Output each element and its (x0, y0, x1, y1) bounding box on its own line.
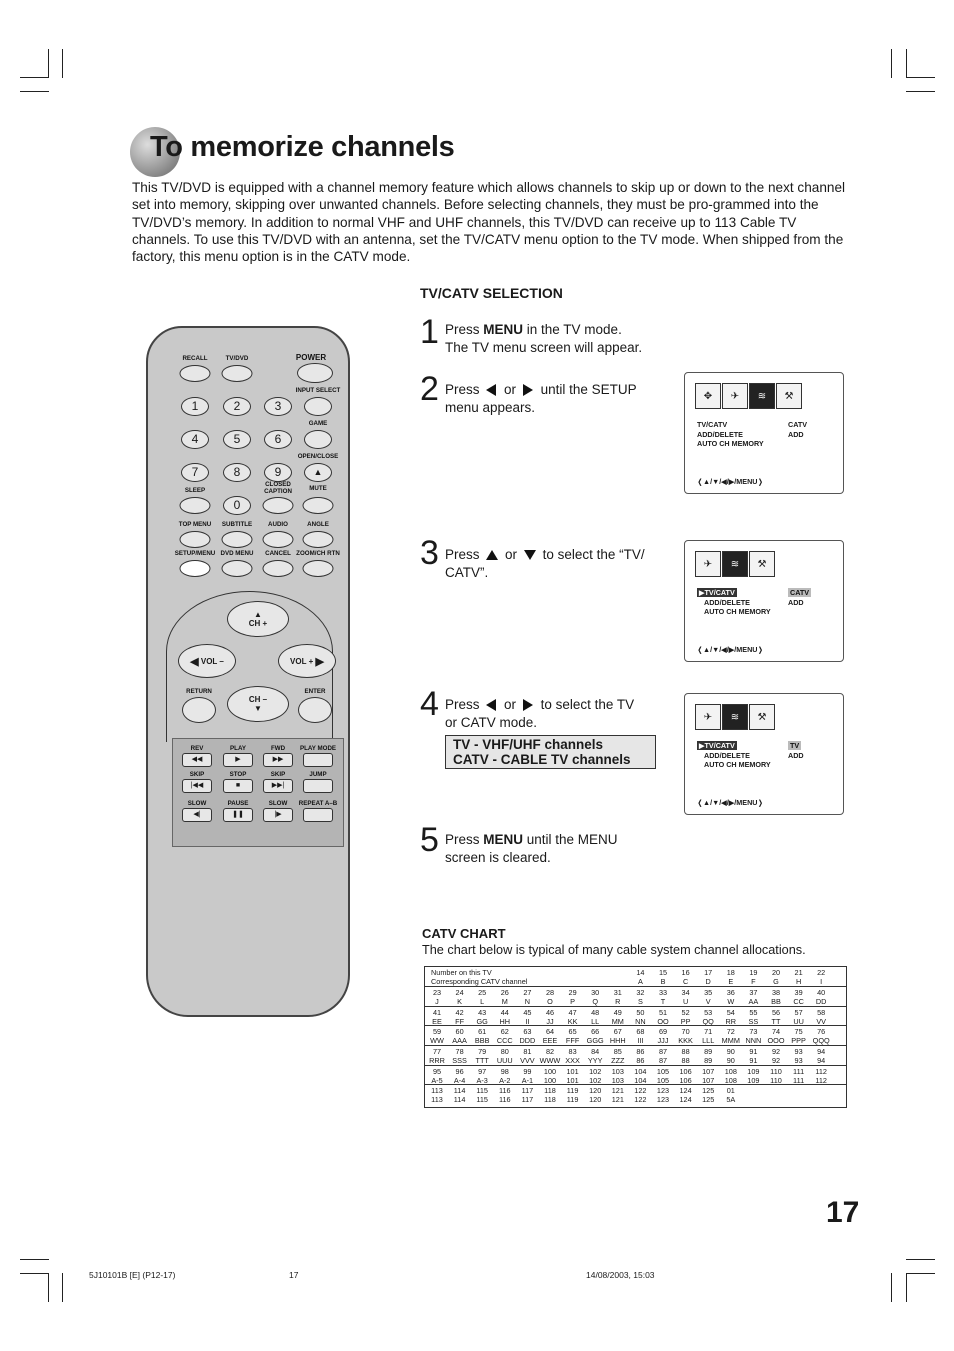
crop-mark (906, 49, 907, 78)
catv-cell: 01 5A (726, 1086, 736, 1104)
skip-back-icon: |◀◀ (190, 782, 204, 789)
catv-cell: 88 88 (681, 1047, 690, 1065)
catv-cell: 47 KK (567, 1008, 578, 1026)
step-2-text: Press or until the SETUP menu appears. (445, 382, 637, 415)
catv-cell: 40 DD (815, 988, 827, 1006)
footer-page: 17 (289, 1270, 299, 1280)
game-label: GAME (308, 420, 328, 427)
setup-menu-label: SETUP/MENU (174, 550, 216, 557)
catv-cell: 28 O (545, 988, 555, 1006)
jump-button[interactable] (303, 779, 333, 793)
catv-cell: 71 LLL (702, 1027, 715, 1045)
catv-cell: 124 124 (679, 1086, 692, 1104)
catv-cell: 63 DDD (519, 1027, 536, 1045)
menu-value-catv: CATV (788, 420, 808, 429)
digit-6-button[interactable]: 6 (264, 430, 292, 449)
catv-cell: 90 90 (726, 1047, 735, 1065)
digit-8-button[interactable]: 8 (223, 463, 251, 482)
catv-cell: 37 AA (748, 988, 759, 1006)
down-arrow-icon (524, 550, 536, 561)
tvdvd-button[interactable] (222, 365, 253, 382)
catv-cell: 22 I (817, 968, 826, 986)
catv-cell: 21 H (794, 968, 803, 986)
channel-icon: ✈ (695, 704, 721, 730)
catv-cell: 116 116 (498, 1086, 511, 1104)
catv-cell: 97 A-3 (476, 1067, 488, 1085)
catv-cell: 24 K (455, 988, 464, 1006)
slow-forward-icon: |▶ (274, 811, 282, 818)
catv-cell: 45 II (523, 1008, 532, 1026)
rev-label: REV (190, 745, 204, 752)
input-select-button[interactable] (304, 397, 332, 416)
skip-fwd-button[interactable] (263, 779, 293, 793)
catv-cell: 123 123 (656, 1086, 670, 1104)
catv-cell: 110 110 (770, 1067, 782, 1085)
catv-cell: 19 F (749, 968, 758, 986)
catv-cell: 15 B (658, 968, 668, 986)
catv-cell: 78 SSS (452, 1047, 467, 1065)
catv-cell: 95 A-5 (431, 1067, 443, 1085)
right-arrow-icon (523, 699, 534, 711)
catv-cell: 36 W (726, 988, 735, 1006)
mode-note-box: TV - VHF/UHF channels CATV - CABLE TV channels (445, 735, 656, 769)
catv-chart-heading: CATV CHART (422, 926, 506, 941)
recall-button[interactable] (180, 365, 211, 382)
catv-cell: 33 T (658, 988, 668, 1006)
page-number: 17 (826, 1196, 860, 1229)
game-button[interactable] (304, 430, 332, 449)
top-menu-button[interactable] (180, 531, 211, 548)
zoom-ch-rtn-label: ZOOM/CH RTN (296, 550, 340, 557)
catv-cell: 66 GGG (586, 1027, 604, 1045)
catv-cell: 103 103 (611, 1067, 624, 1085)
catv-cell: 104 104 (634, 1067, 647, 1085)
digit-5-button[interactable]: 5 (223, 430, 251, 449)
down-arrow-icon: ▼ (254, 704, 262, 713)
menu-value-add: ADD (788, 597, 804, 607)
channel-icon: ✈ (722, 383, 748, 409)
sleep-button[interactable] (180, 497, 211, 514)
angle-button[interactable] (303, 531, 334, 548)
recall-label: RECALL (182, 355, 208, 362)
catv-cell: 23 J (432, 988, 442, 1006)
menu-screen-tv-mode (684, 693, 844, 815)
fwd-button[interactable] (263, 753, 293, 767)
catv-cell: 125 125 (702, 1086, 715, 1104)
crop-mark (48, 49, 49, 78)
catv-cell: 73 NNN (745, 1027, 762, 1045)
skip-back-label: SKIP (189, 771, 205, 778)
right-arrow-icon: ▶ (315, 655, 324, 668)
screen-nav-hint: ❬▲/▼/◀/▶/MENU❭ (697, 645, 764, 654)
play-label: PLAY (230, 745, 246, 752)
catv-cell: 77 RRR (429, 1047, 445, 1065)
ch-plus-button[interactable]: ▲ CH + (227, 601, 289, 637)
catv-cell: 27 N (523, 988, 532, 1006)
tools-icon: ⚒ (749, 551, 775, 577)
catv-cell: 111 111 (793, 1067, 805, 1085)
catv-cell: 84 YYY (587, 1047, 603, 1065)
catv-cell: 20 G (771, 968, 781, 986)
repeat-ab-button[interactable] (303, 808, 333, 822)
zoom-ch-rtn-button[interactable] (303, 560, 334, 577)
step-5-text: Press MENU until the MENU screen is cleared. (445, 832, 618, 865)
catv-cell: 68 III (636, 1027, 645, 1045)
menu-value-add: ADD (788, 429, 804, 439)
catv-cell: 26 M (500, 988, 509, 1006)
catv-cell: 93 93 (794, 1047, 803, 1065)
screen-nav-hint: ❬▲/▼/◀/▶/MENU❭ (697, 477, 764, 486)
crop-mark (906, 1273, 935, 1274)
catv-cell: 67 HHH (609, 1027, 626, 1045)
mute-button[interactable] (303, 497, 334, 514)
eject-button[interactable] (304, 463, 332, 482)
catv-cell: 112 112 (815, 1067, 827, 1085)
catv-cell: 25 L (478, 988, 487, 1006)
cancel-label: CANCEL (265, 550, 291, 557)
catv-cell: 48 LL (591, 1008, 600, 1026)
enter-label: ENTER (304, 688, 326, 695)
input-select-label: INPUT SELECT (295, 387, 341, 394)
step-4-number: 4 (420, 685, 439, 723)
catv-cell: 49 MM (611, 1008, 624, 1026)
menu-screen-tvcatv-select (684, 540, 844, 662)
enter-button[interactable] (298, 697, 332, 723)
crop-mark (906, 77, 935, 78)
catv-cell: 81 VVV (520, 1047, 535, 1065)
crop-mark (20, 77, 49, 78)
menu-item-add-delete: ADD/DELETE (697, 429, 743, 439)
power-label: POWER (295, 353, 327, 362)
catv-chart-caption: The chart below is typical of many cable system channel allocations. (422, 943, 806, 957)
footer-date: 14/08/2003, 15:03 (586, 1270, 655, 1280)
dvd-menu-label: DVD MENU (220, 550, 254, 557)
catv-cell: 38 BB (771, 988, 781, 1006)
dvd-menu-button[interactable] (222, 560, 253, 577)
crop-mark (891, 1273, 892, 1302)
rewind-icon: ◀◀ (191, 756, 203, 763)
sleep-label: SLEEP (184, 487, 206, 494)
menu-item-tvcatv: ▶TV/CATV (699, 588, 735, 597)
catv-cell: 91 91 (749, 1047, 758, 1065)
catv-cell: 69 JJJ (657, 1027, 669, 1045)
catv-cell: 16 C (681, 968, 690, 986)
catv-row (425, 1084, 846, 1107)
catv-cell: 87 87 (658, 1047, 668, 1065)
catv-cell: 32 S (636, 988, 645, 1006)
left-arrow-icon: ◀ (190, 655, 199, 668)
catv-cell: 121 121 (611, 1086, 624, 1104)
catv-cell: 105 105 (656, 1067, 670, 1085)
catv-cell: 43 GG (476, 1008, 488, 1026)
catv-cell: 50 NN (635, 1008, 646, 1026)
catv-cell: 29 P (568, 988, 577, 1006)
catv-cell: 75 PPP (791, 1027, 806, 1045)
menu-item-tvcatv: TV/CATV (697, 420, 728, 429)
skip-forward-icon: ▶▶| (271, 782, 285, 789)
crop-mark (62, 49, 63, 78)
step-3-text: Press or to select the “TV/ CATV”. (445, 547, 645, 580)
catv-cell: 115 115 (476, 1086, 488, 1104)
ch-minus-button[interactable]: CH – ▼ (227, 686, 289, 722)
top-menu-label: TOP MENU (178, 521, 212, 528)
step-1-number: 1 (420, 313, 439, 351)
catv-cell: 85 ZZZ (611, 1047, 625, 1065)
up-arrow-icon: ▲ (254, 610, 262, 619)
left-arrow-icon (486, 384, 497, 396)
digit-7-button[interactable]: 7 (181, 463, 209, 482)
catv-row (425, 1006, 846, 1026)
catv-cell: 92 92 (771, 1047, 781, 1065)
catv-cell: 122 122 (634, 1086, 647, 1104)
catv-cell: 65 FFF (565, 1027, 580, 1045)
catv-cell: 59 WW (430, 1027, 444, 1045)
catv-row (425, 986, 846, 1007)
step-1-text: Press MENU in the TV mode. The TV menu screen will appear. (445, 322, 643, 355)
pause-button[interactable] (223, 808, 253, 822)
catv-cell: 41 EE (432, 1008, 442, 1026)
catv-cell: 106 106 (679, 1067, 692, 1085)
catv-chart-table (424, 966, 847, 1108)
step-5-number: 5 (420, 821, 439, 859)
intro-paragraph: This TV/DVD is equipped with a channel memory feature which allows channels to skip up or down to the next channel set into memory, skipping over unwanted channels. Before selecting channels, they must be pro-grammed into the TV/DVD’s memory. In addition to normal VHF and UHF channels, this TV/DVD can receive up to 113 Cable TV channels. To use this TV/DVD with an antenna, set the TV/CATV menu option to the TV mode. When shipped from the factory, this menu option is in the CATV mode. (132, 180, 846, 265)
catv-cell: 14 A (636, 968, 645, 986)
audio-button[interactable] (263, 531, 294, 548)
menu-item-add-delete: ADD/DELETE (704, 597, 750, 607)
catv-cell: 114 114 (453, 1086, 466, 1104)
catv-header-values (425, 969, 846, 987)
catv-cell: 62 CCC (496, 1027, 513, 1045)
play-mode-label: PLAY MODE (299, 745, 337, 752)
catv-cell: 119 119 (566, 1086, 579, 1104)
catv-cell: 70 KKK (678, 1027, 693, 1045)
crop-mark (906, 1259, 935, 1260)
fwd-label: FWD (270, 745, 286, 752)
catv-row (425, 1025, 846, 1046)
pause-icon: ❚❚ (232, 811, 244, 818)
catv-cell: 120 120 (589, 1086, 602, 1104)
catv-cell: 30 Q (591, 988, 600, 1006)
footer-file: 5J10101B [E] (P12-17) (89, 1270, 176, 1280)
step-2-number: 2 (420, 370, 439, 408)
angle-label: ANGLE (307, 521, 329, 528)
catv-cell: 100 100 (543, 1067, 557, 1085)
audio-label: AUDIO (268, 521, 288, 528)
catv-cell: 61 BBB (474, 1027, 490, 1045)
catv-row (425, 1065, 846, 1085)
skip-fwd-label: SKIP (270, 771, 286, 778)
menu-value-tv: TV (790, 741, 800, 750)
catv-cell: 35 V (704, 988, 713, 1006)
slow-fwd-label: SLOW (268, 800, 288, 807)
catv-cell: 54 RR (725, 1008, 737, 1026)
setup-icon: ≋ (722, 551, 748, 577)
right-arrow-icon (523, 384, 534, 396)
catv-cell: 39 CC (793, 988, 804, 1006)
tools-icon: ⚒ (749, 704, 775, 730)
catv-header-labels: Number on this TV Corresponding CATV channel (431, 968, 528, 986)
remote-control (146, 326, 350, 1017)
catv-cell: 79 TTT (475, 1047, 489, 1065)
crop-mark (20, 1259, 49, 1260)
setup-icon: ≋ (722, 704, 748, 730)
jump-label: JUMP (309, 771, 327, 778)
crop-mark (20, 91, 49, 92)
catv-row (425, 1045, 846, 1066)
page-title: To memorize channels (150, 131, 455, 163)
catv-cell: 101 101 (566, 1067, 579, 1085)
catv-cell: 42 FF (455, 1008, 465, 1026)
tools-icon: ⚒ (776, 383, 802, 409)
catv-cell: 64 EEE (542, 1027, 558, 1045)
crop-mark (906, 91, 935, 92)
catv-cell: 99 A-1 (521, 1067, 534, 1085)
catv-cell: 83 XXX (565, 1047, 580, 1065)
eject-icon: ▲ (313, 467, 323, 477)
picture-adjust-icon: ✥ (695, 383, 721, 409)
digit-4-button[interactable]: 4 (181, 430, 209, 449)
catv-cell: 72 MMM (721, 1027, 740, 1045)
crop-mark (891, 49, 892, 78)
fast-forward-icon: ▶▶ (272, 756, 284, 763)
catv-cell: 102 102 (589, 1067, 602, 1085)
menu-value-add: ADD (788, 750, 804, 760)
catv-cell: 55 SS (748, 1008, 759, 1026)
setup-icon: ≋ (749, 383, 775, 409)
crop-mark (48, 1273, 49, 1302)
power-button[interactable] (297, 363, 333, 383)
subtitle-label: SUBTITLE (221, 521, 253, 528)
closed-caption-label: CLOSED CAPTION (264, 481, 292, 495)
play-button[interactable] (223, 753, 253, 767)
crop-mark (62, 1273, 63, 1302)
digit-3-button[interactable]: 3 (264, 397, 292, 416)
stop-button[interactable] (223, 779, 253, 793)
slow-back-icon: ◀| (193, 811, 201, 818)
menu-item-auto-ch-memory: AUTO CH MEMORY (697, 439, 764, 448)
catv-cell: 17 D (704, 968, 713, 986)
repeat-ab-label: REPEAT A–B (298, 800, 338, 807)
catv-cell: 44 HH (499, 1008, 511, 1026)
step-3-number: 3 (420, 534, 439, 572)
menu-item-auto-ch-memory: AUTO CH MEMORY (704, 760, 771, 769)
play-icon: ▶ (235, 756, 241, 763)
subtitle-button[interactable] (222, 531, 253, 548)
slow-fwd-button[interactable] (263, 808, 293, 822)
catv-cell: 82 WWW (539, 1047, 561, 1065)
catv-cell: 107 107 (702, 1067, 715, 1085)
skip-back-button[interactable] (182, 779, 212, 793)
stop-icon: ■ (235, 782, 241, 789)
slow-back-button[interactable] (182, 808, 212, 822)
digit-0-button[interactable]: 0 (223, 496, 251, 515)
up-arrow-icon (486, 550, 498, 561)
rev-button[interactable] (182, 753, 212, 767)
transport-panel (172, 738, 344, 847)
step-4-text: Press or to select the TV or CATV mode. (445, 697, 635, 730)
open-close-label: OPEN/CLOSE (297, 453, 339, 460)
catv-cell: 98 A-2 (499, 1067, 511, 1085)
catv-cell: 46 JJ (545, 1008, 555, 1026)
catv-cell: 109 109 (747, 1067, 760, 1085)
catv-cell: 118 118 (544, 1086, 556, 1104)
left-arrow-icon (486, 699, 497, 711)
menu-item-auto-ch-memory: AUTO CH MEMORY (704, 607, 771, 616)
catv-cell: 57 UU (793, 1008, 804, 1026)
catv-cell: 113 113 (431, 1086, 443, 1104)
catv-cell: 76 QQQ (812, 1027, 830, 1045)
section-heading: TV/CATV SELECTION (420, 285, 563, 301)
play-mode-button[interactable] (303, 753, 333, 767)
crop-mark (906, 1273, 907, 1302)
catv-cell: 18 E (726, 968, 735, 986)
tvdvd-label: TV/DVD (225, 355, 249, 362)
mute-label: MUTE (309, 485, 327, 492)
return-label: RETURN (186, 688, 212, 695)
catv-cell: 74 OOO (767, 1027, 785, 1045)
catv-cell: 52 PP (680, 1008, 691, 1026)
catv-cell: 56 TT (771, 1008, 781, 1026)
digit-2-button[interactable]: 2 (223, 397, 251, 416)
catv-cell: 31 R (613, 988, 622, 1006)
setup-menu-button[interactable] (180, 560, 211, 577)
return-button[interactable] (182, 697, 216, 723)
catv-cell: 34 U (681, 988, 690, 1006)
cancel-button[interactable] (263, 560, 294, 577)
closed-caption-button[interactable] (263, 497, 294, 514)
menu-screen-setup (684, 372, 844, 494)
catv-cell: 108 108 (724, 1067, 737, 1085)
catv-cell: 96 A-4 (453, 1067, 466, 1085)
pause-label: PAUSE (227, 800, 249, 807)
screen-nav-hint: ❬▲/▼/◀/▶/MENU❭ (697, 798, 764, 807)
slow-back-label: SLOW (187, 800, 207, 807)
menu-item-add-delete: ADD/DELETE (704, 750, 750, 760)
catv-cell: 53 QQ (702, 1008, 714, 1026)
crop-mark (20, 1273, 49, 1274)
catv-cell: 117 117 (521, 1086, 534, 1104)
catv-cell: 51 OO (657, 1008, 669, 1026)
digit-9-button[interactable]: 9 (264, 463, 292, 482)
catv-cell: 89 89 (704, 1047, 713, 1065)
catv-cell: 86 86 (636, 1047, 645, 1065)
catv-cell: 94 94 (817, 1047, 826, 1065)
catv-cell: 80 UUU (496, 1047, 513, 1065)
menu-item-tvcatv: ▶TV/CATV (699, 741, 735, 750)
catv-cell: 58 VV (816, 1008, 827, 1026)
menu-value-catv: CATV (790, 588, 810, 597)
digit-1-button[interactable]: 1 (181, 397, 209, 416)
vol-plus-button[interactable]: VOL + ▶ (278, 644, 336, 678)
vol-minus-button[interactable]: ◀ VOL – (178, 644, 236, 678)
channel-icon: ✈ (695, 551, 721, 577)
stop-label: STOP (229, 771, 247, 778)
catv-cell: 60 AAA (452, 1027, 467, 1045)
